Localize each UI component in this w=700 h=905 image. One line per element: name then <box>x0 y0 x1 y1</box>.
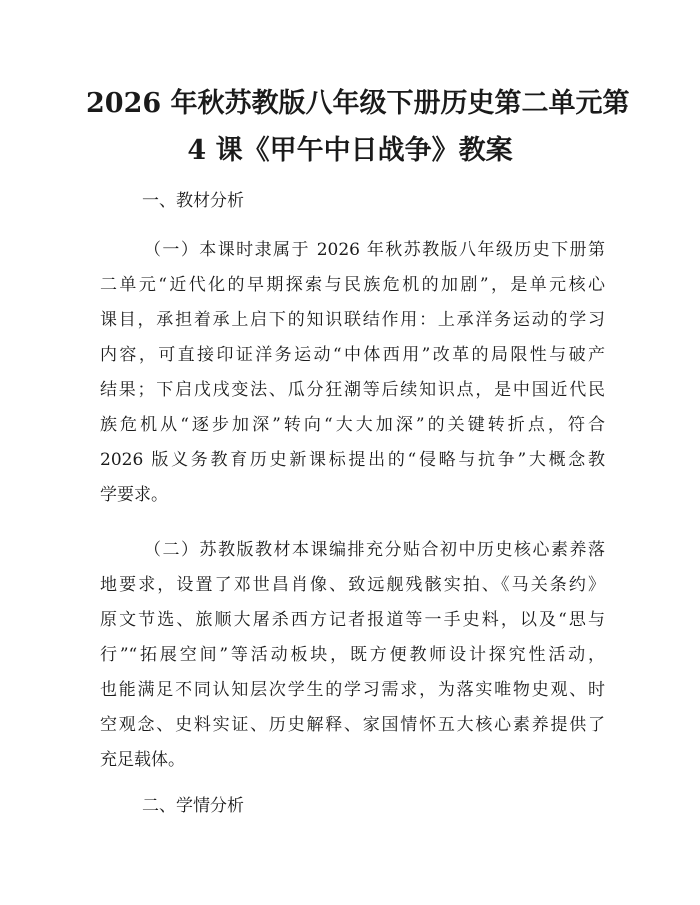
section-heading-learner-analysis: 二、学情分析 <box>142 796 244 816</box>
paragraph-line: 二单元“近代化的早期探索与民族危机的加剧”，是单元核心 <box>100 275 605 295</box>
paragraph-line: 行”“拓展空间”等活动板块，既方便教师设计探究性活动， <box>100 645 605 665</box>
document-title-line-1: 2026 年秋苏教版八年级下册历史第二单元第 <box>86 88 630 119</box>
paragraph-textbook-analysis-1 <box>100 233 605 513</box>
paragraph-line: 结果；下启戊戌变法、瓜分狂潮等后续知识点，是中国近代民 <box>100 380 605 400</box>
paragraph-line: 也能满足不同认知层次学生的学习需求，为落实唯物史观、时 <box>100 680 605 700</box>
paragraph-line: 族危机从“逐步加深”转向“大大加深”的关键转折点，符合 <box>100 415 605 435</box>
section-heading-textbook-analysis: 一、教材分析 <box>142 191 244 211</box>
paragraph-line: 原文节选、旅顺大屠杀西方记者报道等一手史料，以及“思与 <box>100 610 605 630</box>
paragraph-line: （二）苏教版教材本课编排充分贴合初中历史核心素养落 <box>144 540 605 560</box>
paragraph-line: 内容，可直接印证洋务运动“中体西用”改革的局限性与破产 <box>100 345 605 365</box>
paragraph-line: （一）本课时隶属于 2026 年秋苏教版八年级历史下册第 <box>144 240 605 260</box>
paragraph-line: 地要求，设置了邓世昌肖像、致远舰残骸实拍、《马关条约》 <box>100 575 605 595</box>
paragraph-line: 学要求。 <box>100 485 168 505</box>
document-title-line-2: 4 课《甲午中日战争》教案 <box>187 135 513 166</box>
paragraph-line: 空观念、史料实证、历史解释、家国情怀五大核心素养提供了 <box>100 715 605 735</box>
paragraph-line: 课目，承担着承上启下的知识联结作用：上承洋务运动的学习 <box>100 310 605 330</box>
paragraph-textbook-analysis-2 <box>100 533 605 778</box>
paragraph-line: 2026 版义务教育历史新课标提出的“侵略与抗争”大概念教 <box>100 450 605 470</box>
paragraph-line: 充足载体。 <box>100 750 185 770</box>
